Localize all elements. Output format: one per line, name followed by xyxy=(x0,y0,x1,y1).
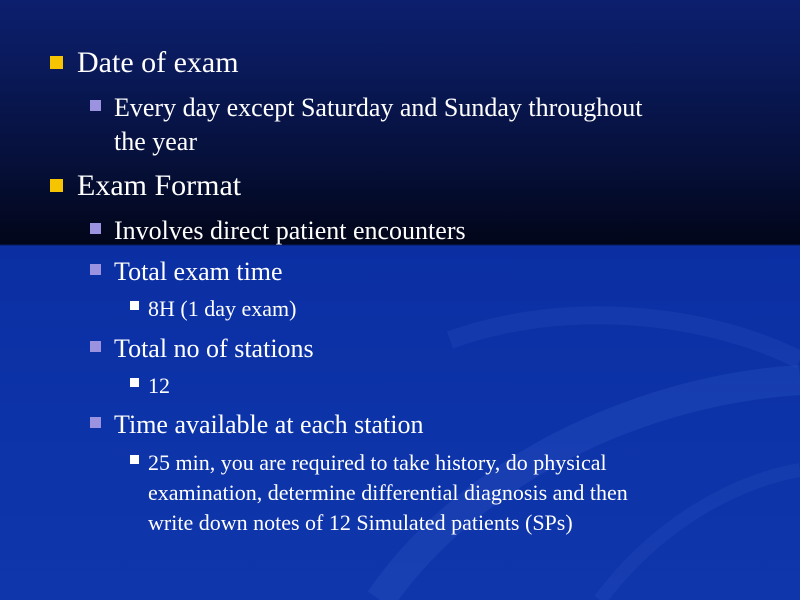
square-bullet-icon xyxy=(90,341,101,352)
bullet-date-of-exam xyxy=(50,46,239,80)
sub-sub-bullet-12 xyxy=(130,371,170,401)
sub-bullet-time-available xyxy=(90,408,424,442)
sub-sub-bullet-8h xyxy=(130,294,296,324)
square-bullet-icon xyxy=(90,223,101,234)
bullet-exam-format xyxy=(50,169,241,203)
square-bullet-icon xyxy=(50,179,63,192)
square-bullet-icon xyxy=(90,417,101,428)
sub-bullet-every-day xyxy=(90,91,643,159)
square-bullet-icon xyxy=(90,100,101,111)
square-bullet-icon xyxy=(130,378,139,387)
sub-sub-bullet-line-3: write down notes of 12 Simulated patients (SPs) xyxy=(148,510,573,535)
sub-sub-bullet-line-1: 25 min, you are required to take history, do physical xyxy=(148,450,607,475)
sub-bullet-direct-patient xyxy=(90,214,466,248)
sub-sub-bullet-line-2: examination, determine differential diagnosis and then xyxy=(148,480,628,505)
sub-sub-bullet-text xyxy=(148,448,628,538)
sub-bullet-total-stations xyxy=(90,332,314,366)
sub-sub-bullet-text: 12 xyxy=(148,373,170,398)
sub-sub-bullet-25-min xyxy=(130,448,628,538)
sub-bullet-text: Total no of stations xyxy=(114,334,314,363)
square-bullet-icon xyxy=(130,455,139,464)
sub-bullet-line-2: the year xyxy=(114,127,198,156)
sub-bullet-text: Involves direct patient encounters xyxy=(114,216,466,245)
sub-bullet-text: Total exam time xyxy=(114,257,283,286)
sub-sub-bullet-text: 8H (1 day exam) xyxy=(148,296,297,321)
sub-bullet-text: Time available at each station xyxy=(114,410,424,439)
sub-bullet-text xyxy=(114,91,643,159)
square-bullet-icon xyxy=(50,56,63,69)
square-bullet-icon xyxy=(90,264,101,275)
sub-bullet-line-1: Every day except Saturday and Sunday throughout xyxy=(114,93,643,122)
square-bullet-icon xyxy=(130,301,139,310)
sub-bullet-total-exam-time xyxy=(90,255,283,289)
heading-date-of-exam: Date of exam xyxy=(77,46,239,79)
heading-exam-format: Exam Format xyxy=(77,169,242,202)
